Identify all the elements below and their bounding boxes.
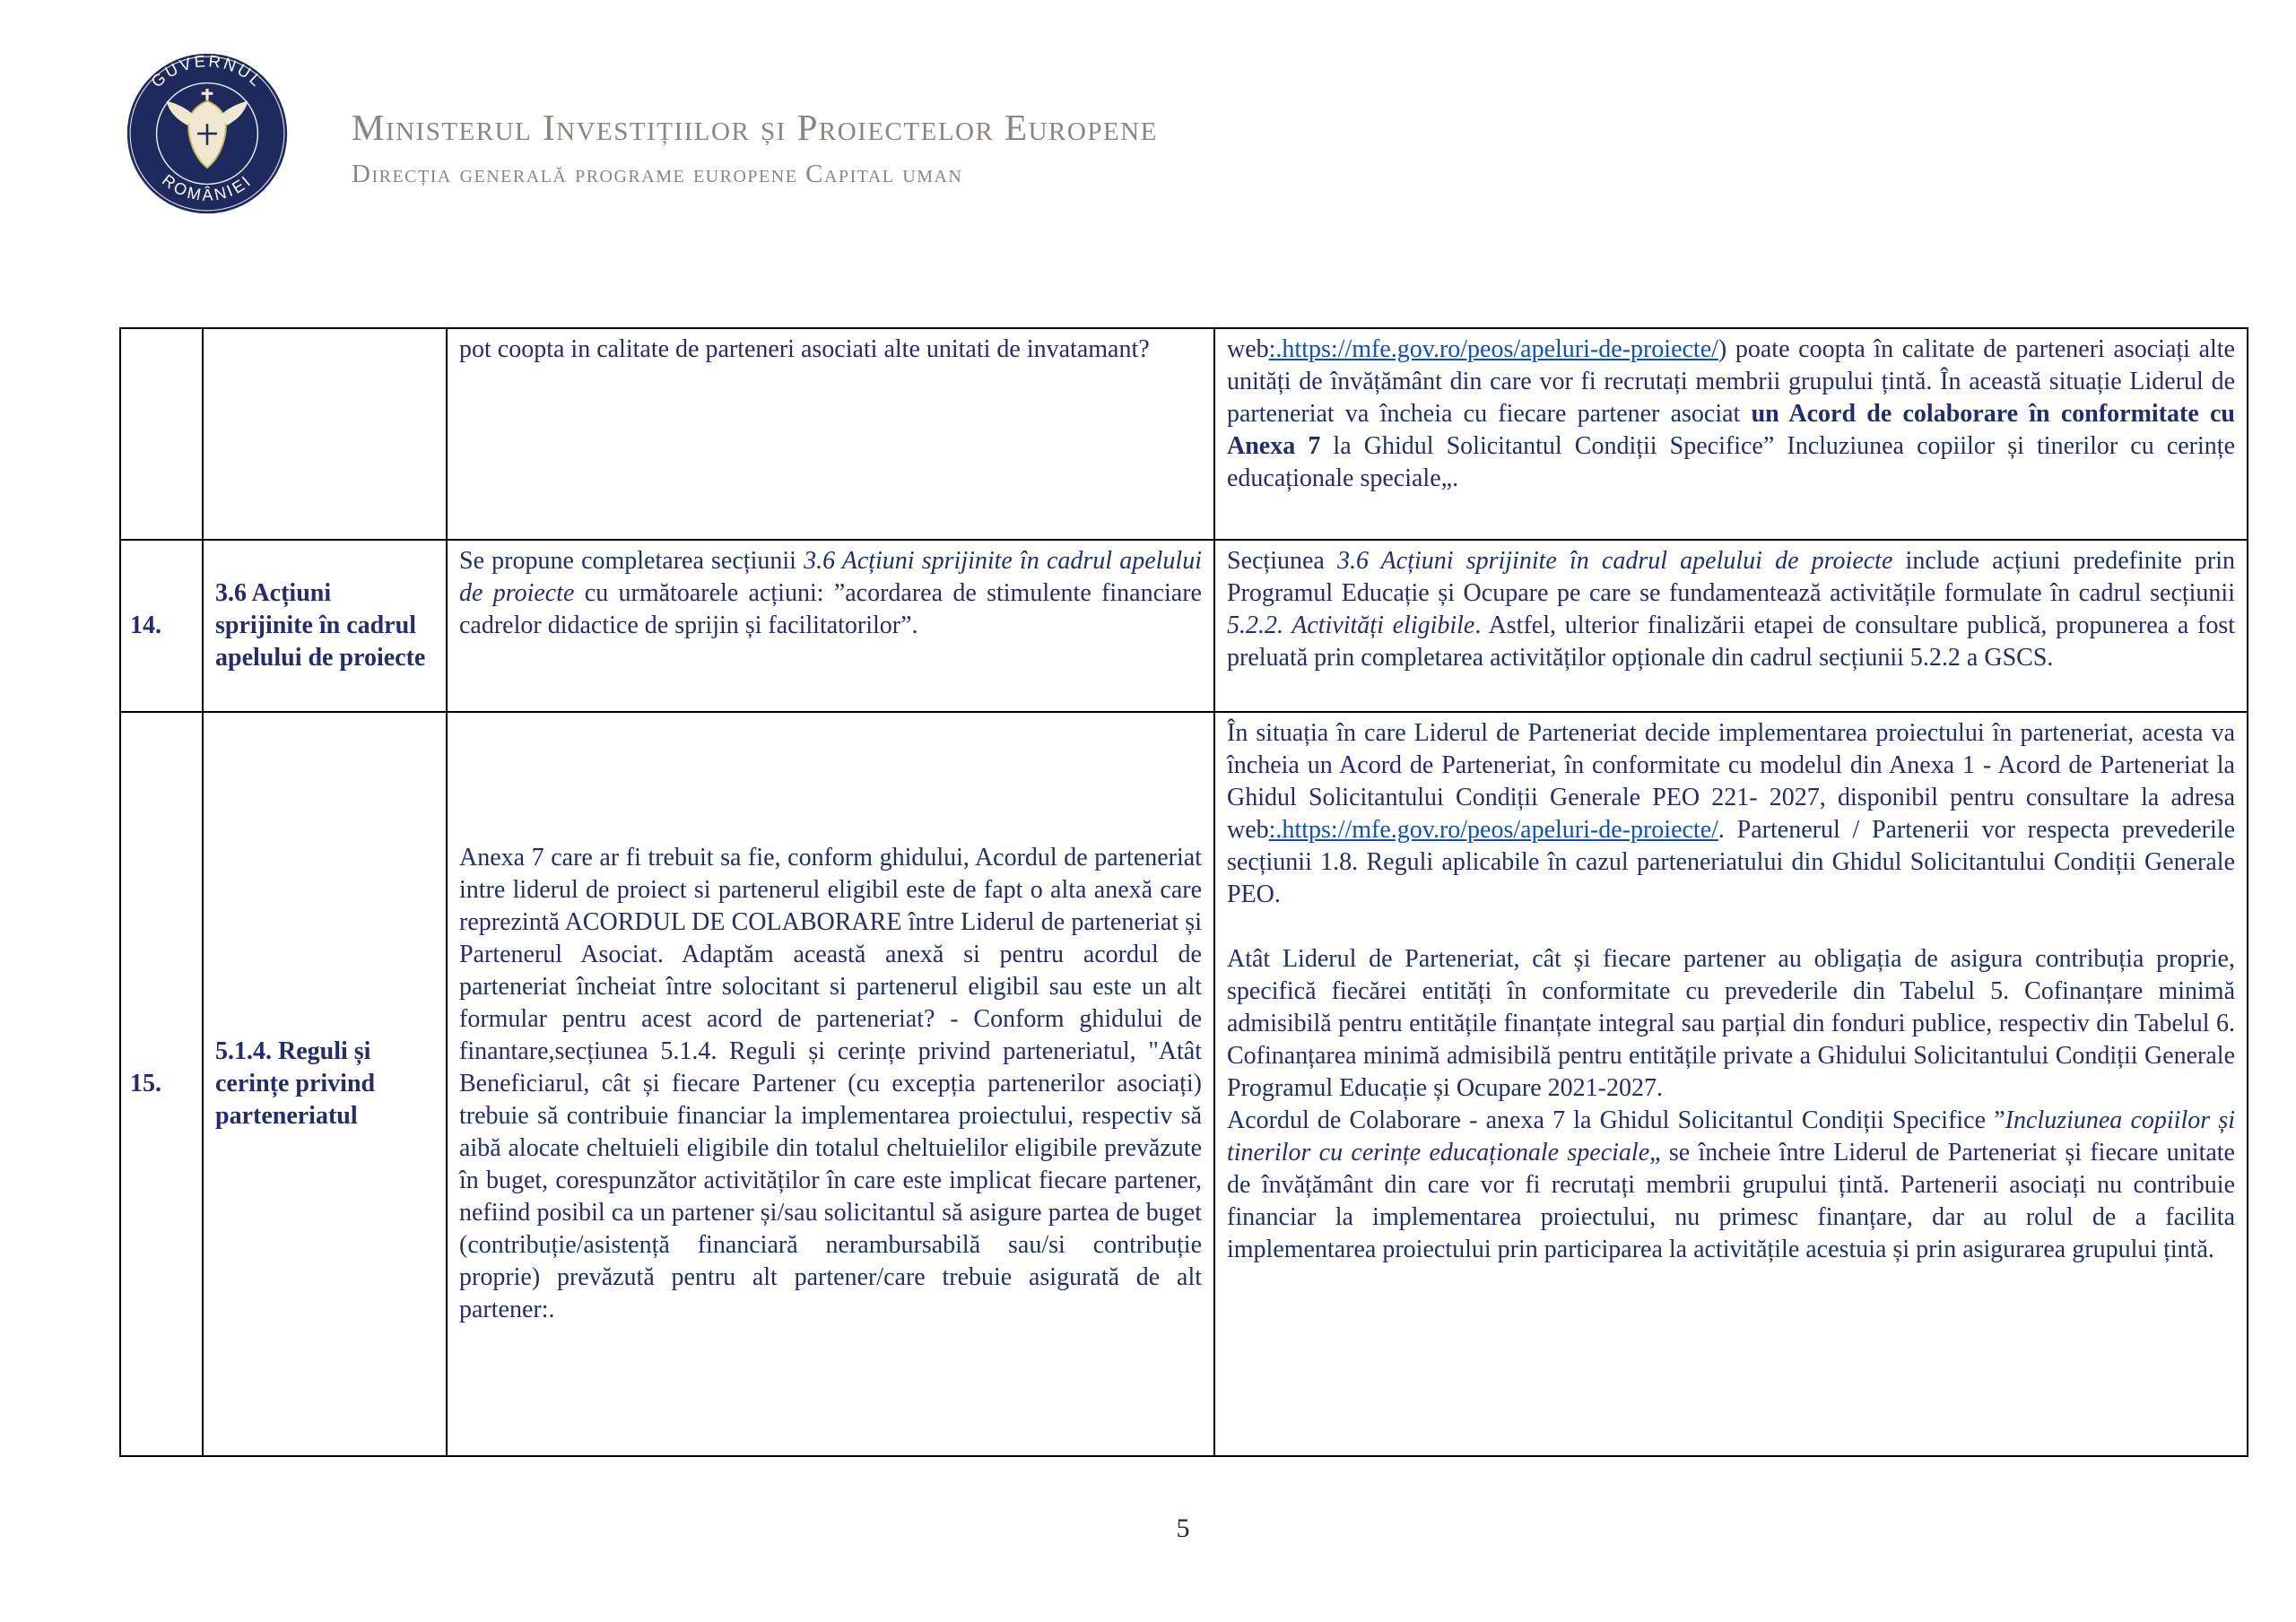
table-row-continuation: [120, 328, 2248, 540]
paragraph: [1227, 1105, 2235, 1266]
section-title-cell: [203, 328, 447, 540]
government-seal-icon: [126, 52, 289, 215]
hyperlink[interactable]: :.https://mfe.gov.ro/peos/apeluri-de-proiecte/: [1268, 335, 1718, 363]
text-run: Secțiunea: [1227, 547, 1338, 575]
text-run: . Partenerul / Partenerii vor respecta prevederile secțiunii 1.8. Reguli aplicabile în cazul parteneriatului din Ghidul Solicitantului Condiții Generale PEO.: [1227, 816, 2235, 908]
response-cell: [1214, 712, 2248, 1456]
text-run: ) poate coopta în calitate de parteneri asociați alte unități de învățământ din care vor fi recrutați membrii grupului țintă. În această situație Liderul de parteneriat va încheia cu fiecare partener asociat: [1227, 335, 2235, 428]
paragraph: [1227, 717, 2235, 911]
text-run: la Ghidul Solicitantul Condiții Specifice” Incluziunea copiilor și tinerilor cu cerințe educaționale speciale„.: [1227, 432, 2235, 492]
text-run: Acordul de Colaborare - anexa 7 la Ghidul Solicitantul Condiții Specifice ”: [1227, 1106, 2005, 1134]
seal-top-text: GUVERNUL: [147, 52, 267, 91]
proposal-cell: [447, 712, 1214, 1456]
text-run: Anexa 7 care ar fi trebuit sa fie, conform ghidului, Acordul de parteneriat intre liderul de proiect si partenerul eligibil este de fapt o alta anexă care reprezintă ACORDUL DE COLABORARE între Liderul de parteneriat și Partenerul Asociat. Adaptăm această anexă si pentru acordul de parteneriat încheiat între solocitant si partenerul eligibil sau este un alt formular pentru acest acord de parteneriat? - Conform ghidului de finantare,secțiunea 5.1.4. Reguli și cerințe privind parteneriatul, "Atât Beneficiarul, cât și fiecare Partener (cu excepția partenerilor asociați) trebuie să contribuie financiar la implementarea proiectului, respectiv să aibă alocate cheltuieli eligibile din totalul cheltuielilor eligibile prevăzute în buget, corespunzător activităților în care este implicat fiecare partener, nefiind posibil ca un partener și/sau solicitantul să asigure partea de buget (contribuție/asistență financiară nerambursabilă sau/si contribuție proprie) prevăzută pentru alt partener/care trebuie asigurată de alt partener:.: [459, 844, 1202, 1323]
hyperlink[interactable]: :.https://mfe.gov.ro/peos/apeluri-de-proiecte/: [1268, 816, 1718, 844]
page-number: 5: [1176, 1514, 1190, 1543]
text-run: Incluziunea copiilor și tinerilor cu cerințe educaționale speciale: [1227, 1106, 2235, 1167]
paragraph: [1227, 545, 2235, 674]
text-run: 5.2.2. Activități eligibile: [1227, 612, 1475, 639]
row-number-cell: [120, 328, 203, 540]
ministry-title: Ministerul Investițiilor și Proiectelor Europene: [352, 107, 1158, 148]
seal-bottom-text: ROMÂNIEI: [158, 170, 257, 204]
text-run: pot coopta in calitate de parteneri asociati alte unitati de invatamant?: [459, 335, 1150, 363]
text-run: „ se încheie între Liderul de Parteneriat și fiecare unitate de învățământ din care vor fi recrutați membrii grupului țintă. Partenerii asociați nu contribuie financiar la implementarea proiectului, nu primesc finanțare, dar au rolul de a facilita implementarea proiectului prin participarea la activitățile acestuia și prin asigurarea grupului țintă.: [1227, 1139, 2235, 1263]
paragraph: [459, 545, 1202, 642]
paragraph: [1227, 943, 2235, 1105]
document-header: [0, 0, 2296, 269]
text-run: un Acord de colaborare în conformitate cu Anexa 7: [1227, 400, 2235, 460]
proposal-cell: [447, 540, 1214, 712]
response-cell: [1214, 328, 2248, 540]
section-title-cell: 5.1.4. Reguli și cerințe privind parteneriatul: [203, 712, 447, 1456]
ministry-subtitle: Direcția generală programe europene Capital uman: [352, 160, 963, 188]
section-title-cell: 3.6 Acțiuni sprijinite în cadrul apelului de proiecte: [203, 540, 447, 712]
paragraph: [459, 334, 1202, 366]
text-run: 3.6 Acțiuni sprijinite în cadrul apelului de proiecte: [1337, 547, 1893, 575]
text-run: În situația în care Liderul de Parteneriat decide implementarea proiectului în parteneriat, acesta va încheia un Acord de Parteneriat, în conformitate cu modelul din Anexa 1 - Acord de Parteneriat la Ghidul Solicitantului Condiții Generale PEO 221- 2027, disponibil pentru consultare la adresa web: [1227, 719, 2235, 844]
row-number-cell: 14.: [120, 540, 203, 712]
response-cell: [1214, 540, 2248, 712]
text-run: Se propune completarea secțiunii: [459, 547, 804, 575]
text-run: . Astfel, ulterior finalizării etapei de consultare publică, propunerea a fost preluată prin completarea activităților opționale din cadrul secțiunii 5.2.2 a GSCS.: [1227, 612, 2236, 672]
text-run: include acțiuni predefinite prin Programul Educație și Ocupare pe care se fundamentează activitățile formulate în cadrul secțiunii: [1227, 547, 2236, 607]
table-row-15: [120, 712, 2248, 1456]
consultation-table: [119, 327, 2248, 1457]
row-number-cell: 15.: [120, 712, 203, 1456]
text-run: web: [1227, 335, 1269, 363]
table-row-14: [120, 540, 2248, 712]
text-run: cu următoarele acțiuni: ”acordarea de stimulente financiare cadrelor didactice de sprijin și facilitatorilor”.: [459, 579, 1202, 639]
paragraph: [1227, 334, 2235, 495]
proposal-cell: [447, 328, 1214, 540]
text-run: 3.6 Acțiuni sprijinite în cadrul apelului de proiecte: [459, 547, 1202, 607]
text-run: Atât Liderul de Parteneriat, cât și fiecare partener au obligația de asigura contribuția proprie, specifică fiecărei entități în conformitate cu prevederile din Tabelul 5. Cofinanțare minimă admisibilă pentru entitățile finanțate integral sau parțial din fonduri publice, respectiv din Tabelul 6. Cofinanțarea minimă admisibilă pentru entitățile private a Ghidului Solicitantului Condiții Generale Programul Educație și Ocupare 2021-2027.: [1227, 945, 2235, 1102]
romanian-government-seal-logo: [126, 52, 289, 215]
header-titles: [352, 106, 1158, 189]
paragraph: [459, 842, 1202, 1326]
